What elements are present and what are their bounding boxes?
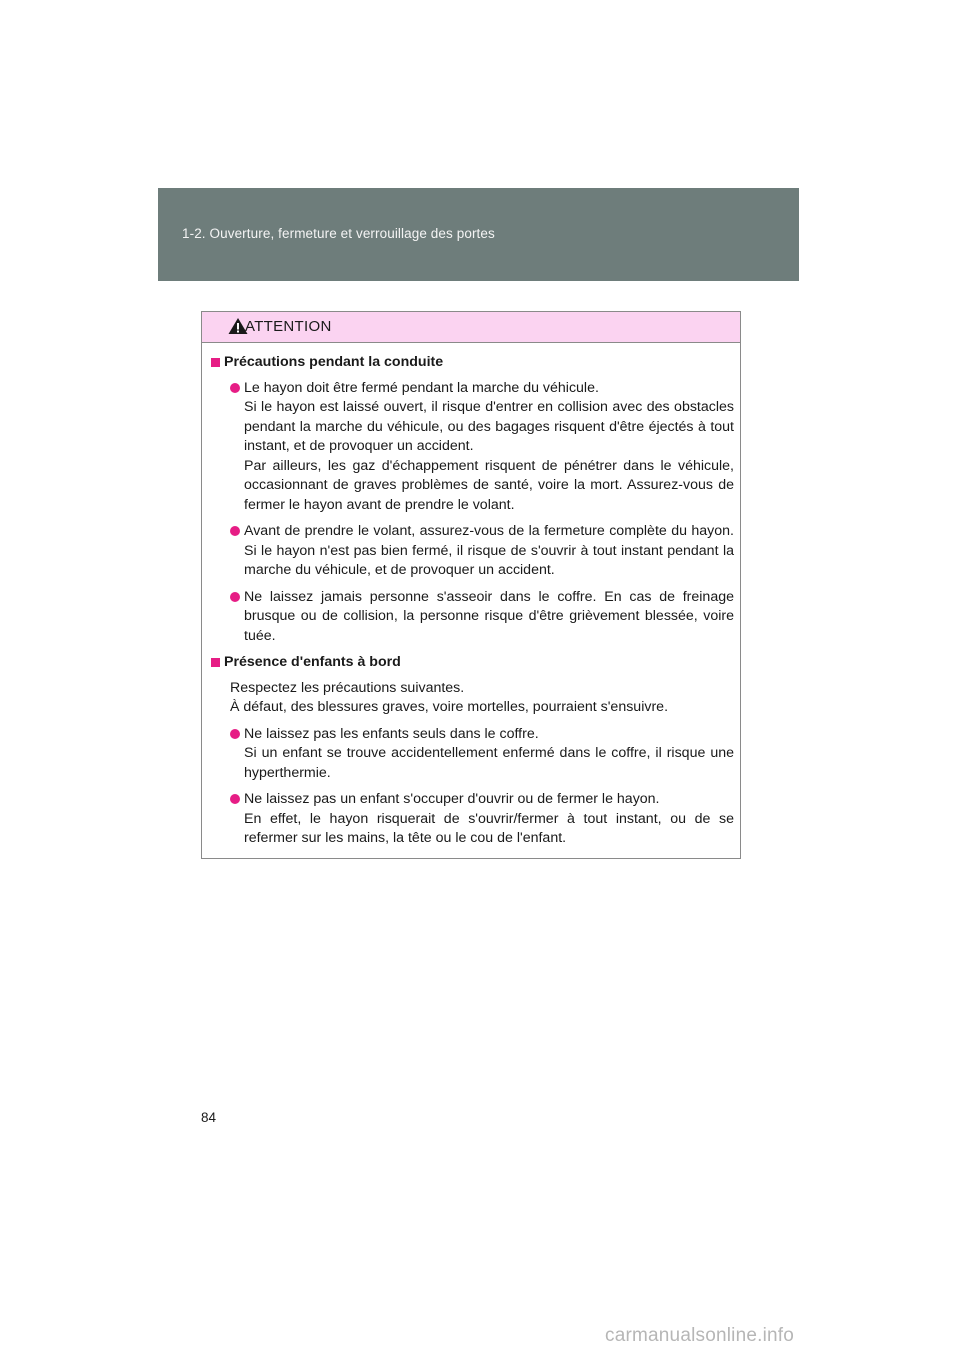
paragraph: En effet, le hayon risquerait de s'ouvrir/fermer à tout instant, ou de se refermer sur les mains, la tête ou le cou de l'enfant. (244, 810, 734, 846)
section-title: Précautions pendant la conduite (211, 353, 734, 373)
section-title: Présence d'enfants à bord (211, 653, 734, 673)
paragraph: Ne laissez jamais personne s'asseoir dans le coffre. En cas de freinage brusque ou de collision, la personne risque d'être grièvement blessée, voire tuée. (244, 588, 734, 644)
round-bullet-icon (230, 383, 240, 393)
paragraph: Si un enfant se trouve accidentellement enfermé dans le coffre, il risque une hyperthermie. (244, 745, 734, 781)
chapter-header (158, 188, 799, 281)
paragraph: Respectez les précautions suivantes. (230, 679, 465, 696)
paragraph: Le hayon doit être fermé pendant la marche du véhicule. (244, 379, 599, 396)
square-bullet-icon (211, 658, 220, 667)
list-item (211, 522, 734, 581)
list-item (211, 725, 734, 784)
warning-title: ATTENTION (245, 318, 332, 335)
warning-box (201, 311, 741, 859)
round-bullet-icon (230, 526, 240, 536)
paragraph: À défaut, des blessures graves, voire mortelles, pourraient s'ensuivre. (230, 699, 669, 715)
warning-header (202, 312, 740, 343)
section-intro (211, 679, 734, 718)
watermark: carmanualsonline.info (605, 1325, 795, 1346)
page-number: 84 (201, 1110, 217, 1125)
square-bullet-icon (211, 358, 220, 367)
list-item (211, 790, 734, 849)
paragraph: Si le hayon est laissé ouvert, il risque d'entrer en collision avec des obstacles pendant la marche du véhicule, ou des bagages risquent d'être éjectés à tout instant, et de provoquer un accident. (244, 399, 734, 454)
round-bullet-icon (230, 592, 240, 602)
round-bullet-icon (230, 794, 240, 804)
paragraph: Ne laissez pas les enfants seuls dans le coffre. (244, 725, 539, 742)
list-item (211, 379, 734, 516)
chapter-title: 1-2. Ouverture, fermeture et verrouillage des portes (182, 226, 495, 241)
paragraph: Avant de prendre le volant, assurez-vous de la fermeture complète du hayon. Si le hayon n'est pas bien fermé, il risque de s'ouvrir à tout instant pendant la marche du véhicule, et de provoquer un accident. (244, 523, 734, 578)
paragraph: Par ailleurs, les gaz d'échappement risquent de pénétrer dans le véhicule, occasionnant de graves problèmes de santé, voire la mort. Assurez-vous de fermer le hayon avant de prendre le volant. (244, 457, 734, 513)
list-item (211, 588, 734, 647)
warning-body (202, 343, 740, 849)
paragraph: Ne laissez pas un enfant s'occuper d'ouvrir ou de fermer le hayon. (244, 791, 660, 807)
round-bullet-icon (230, 729, 240, 739)
